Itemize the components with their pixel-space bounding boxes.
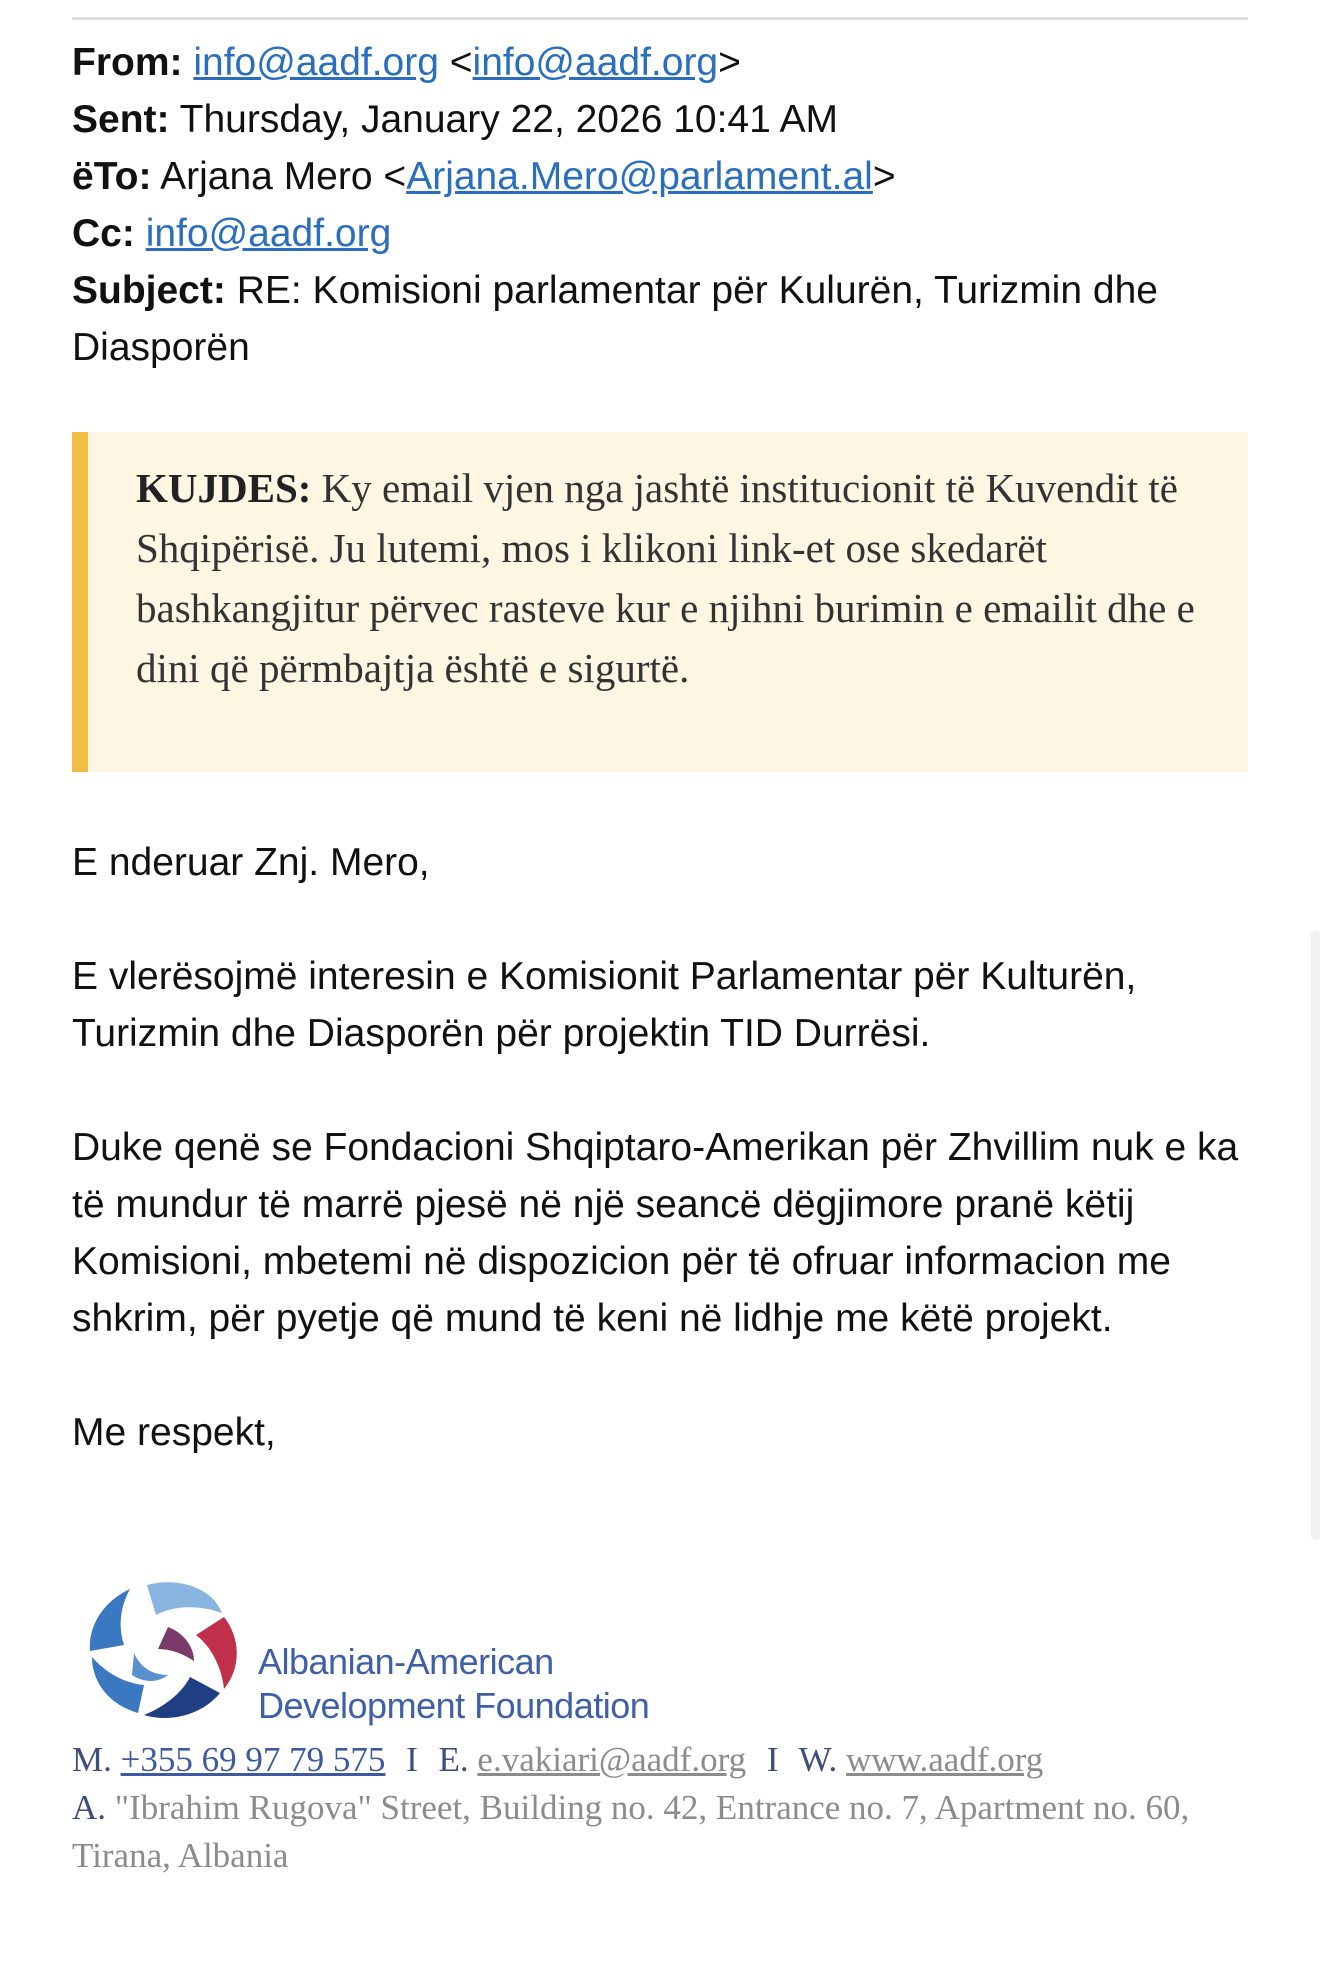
separator: I (406, 1740, 418, 1779)
subject-label: Subject: (72, 269, 226, 312)
subject-row (72, 262, 1252, 376)
org-name-line-1: Albanian-American (258, 1641, 554, 1682)
sent-row (72, 91, 1252, 148)
address-line (72, 1784, 1262, 1880)
to-row: ëTo: Arjana Mero <Arjana.Mero@parlament.al> (72, 155, 896, 198)
header-divider (72, 17, 1248, 20)
closing: Me respekt, (72, 1411, 276, 1454)
address-label: A. (72, 1788, 107, 1827)
greeting: E nderuar Znj. Mero, (72, 841, 430, 884)
signature-contact (72, 1736, 1262, 1880)
to-name: Arjana Mero (160, 155, 373, 198)
body-paragraph-2: Duke qenë se Fondacioni Shqiptaro-Amerikan për Zhvillim nuk e ka të mundur të marrë pjesë në një seancë dëgjimore pranë këtij Komisioni, mbetemi në dispozicion për të ofruar informacion me shkrim, për pyetje që mund të keni në lidhje me këtë projekt. (72, 1126, 1239, 1340)
contact-line (72, 1736, 1262, 1784)
cc-row (72, 205, 1252, 262)
warning-text: Ky email vjen nga jashtë institucionit të Kuvendit të Shqipërisë. Ju lutemi, mos i klikoni link-et ose skedarët bashkangjitur përvec rasteve kur e njihni burimin e emailit dhe e dini që përmbajtja është e sigurtë. (136, 465, 1195, 691)
to-email-link[interactable]: Arjana.Mero@parlament.al (406, 155, 873, 198)
external-email-warning (72, 432, 1248, 772)
from-row: From: info@aadf.org <info@aadf.org> (72, 41, 741, 84)
to-label: ëTo: (72, 155, 152, 198)
email-header (72, 34, 1252, 376)
org-name-line-2: Development Foundation (258, 1685, 650, 1726)
cc-label: Cc: (72, 212, 135, 255)
email-body (72, 834, 1262, 1518)
from-label: From: (72, 41, 183, 84)
aadf-logo-icon (72, 1575, 247, 1725)
subject-value: RE: Komisioni parlamentar për Kulurën, Turizmin dhe Diasporën (72, 269, 1158, 369)
organization-name (258, 1640, 649, 1728)
cc-email-link[interactable]: info@aadf.org (145, 212, 392, 255)
signature-email-link[interactable]: e.vakiari@aadf.org (477, 1740, 747, 1779)
warning-title: KUJDES: (136, 465, 312, 511)
body-paragraph-1: E vlerësojmë interesin e Komisionit Parlamentar për Kulturën, Turizmin dhe Diasporën për projektin TID Durrësi. (72, 955, 1137, 1055)
mobile-link[interactable]: +355 69 97 79 575 (120, 1740, 386, 1779)
sent-label: Sent: (72, 98, 170, 141)
separator: I (766, 1740, 779, 1779)
email-label: E. (438, 1740, 469, 1779)
from-name-link[interactable]: info@aadf.org (193, 41, 439, 84)
mobile-label: M. (72, 1740, 112, 1779)
web-label: W. (798, 1740, 838, 1779)
address-text: "Ibrahim Rugova" Street, Building no. 42, Entrance no. 7, Apartment no. 60, Tirana, Albania (72, 1788, 1190, 1875)
scrollbar[interactable] (1311, 930, 1320, 1540)
from-email-link[interactable]: info@aadf.org (472, 41, 719, 84)
website-link[interactable]: www.aadf.org (845, 1740, 1044, 1779)
sent-value: Thursday, January 22, 2026 10:41 AM (179, 98, 838, 141)
